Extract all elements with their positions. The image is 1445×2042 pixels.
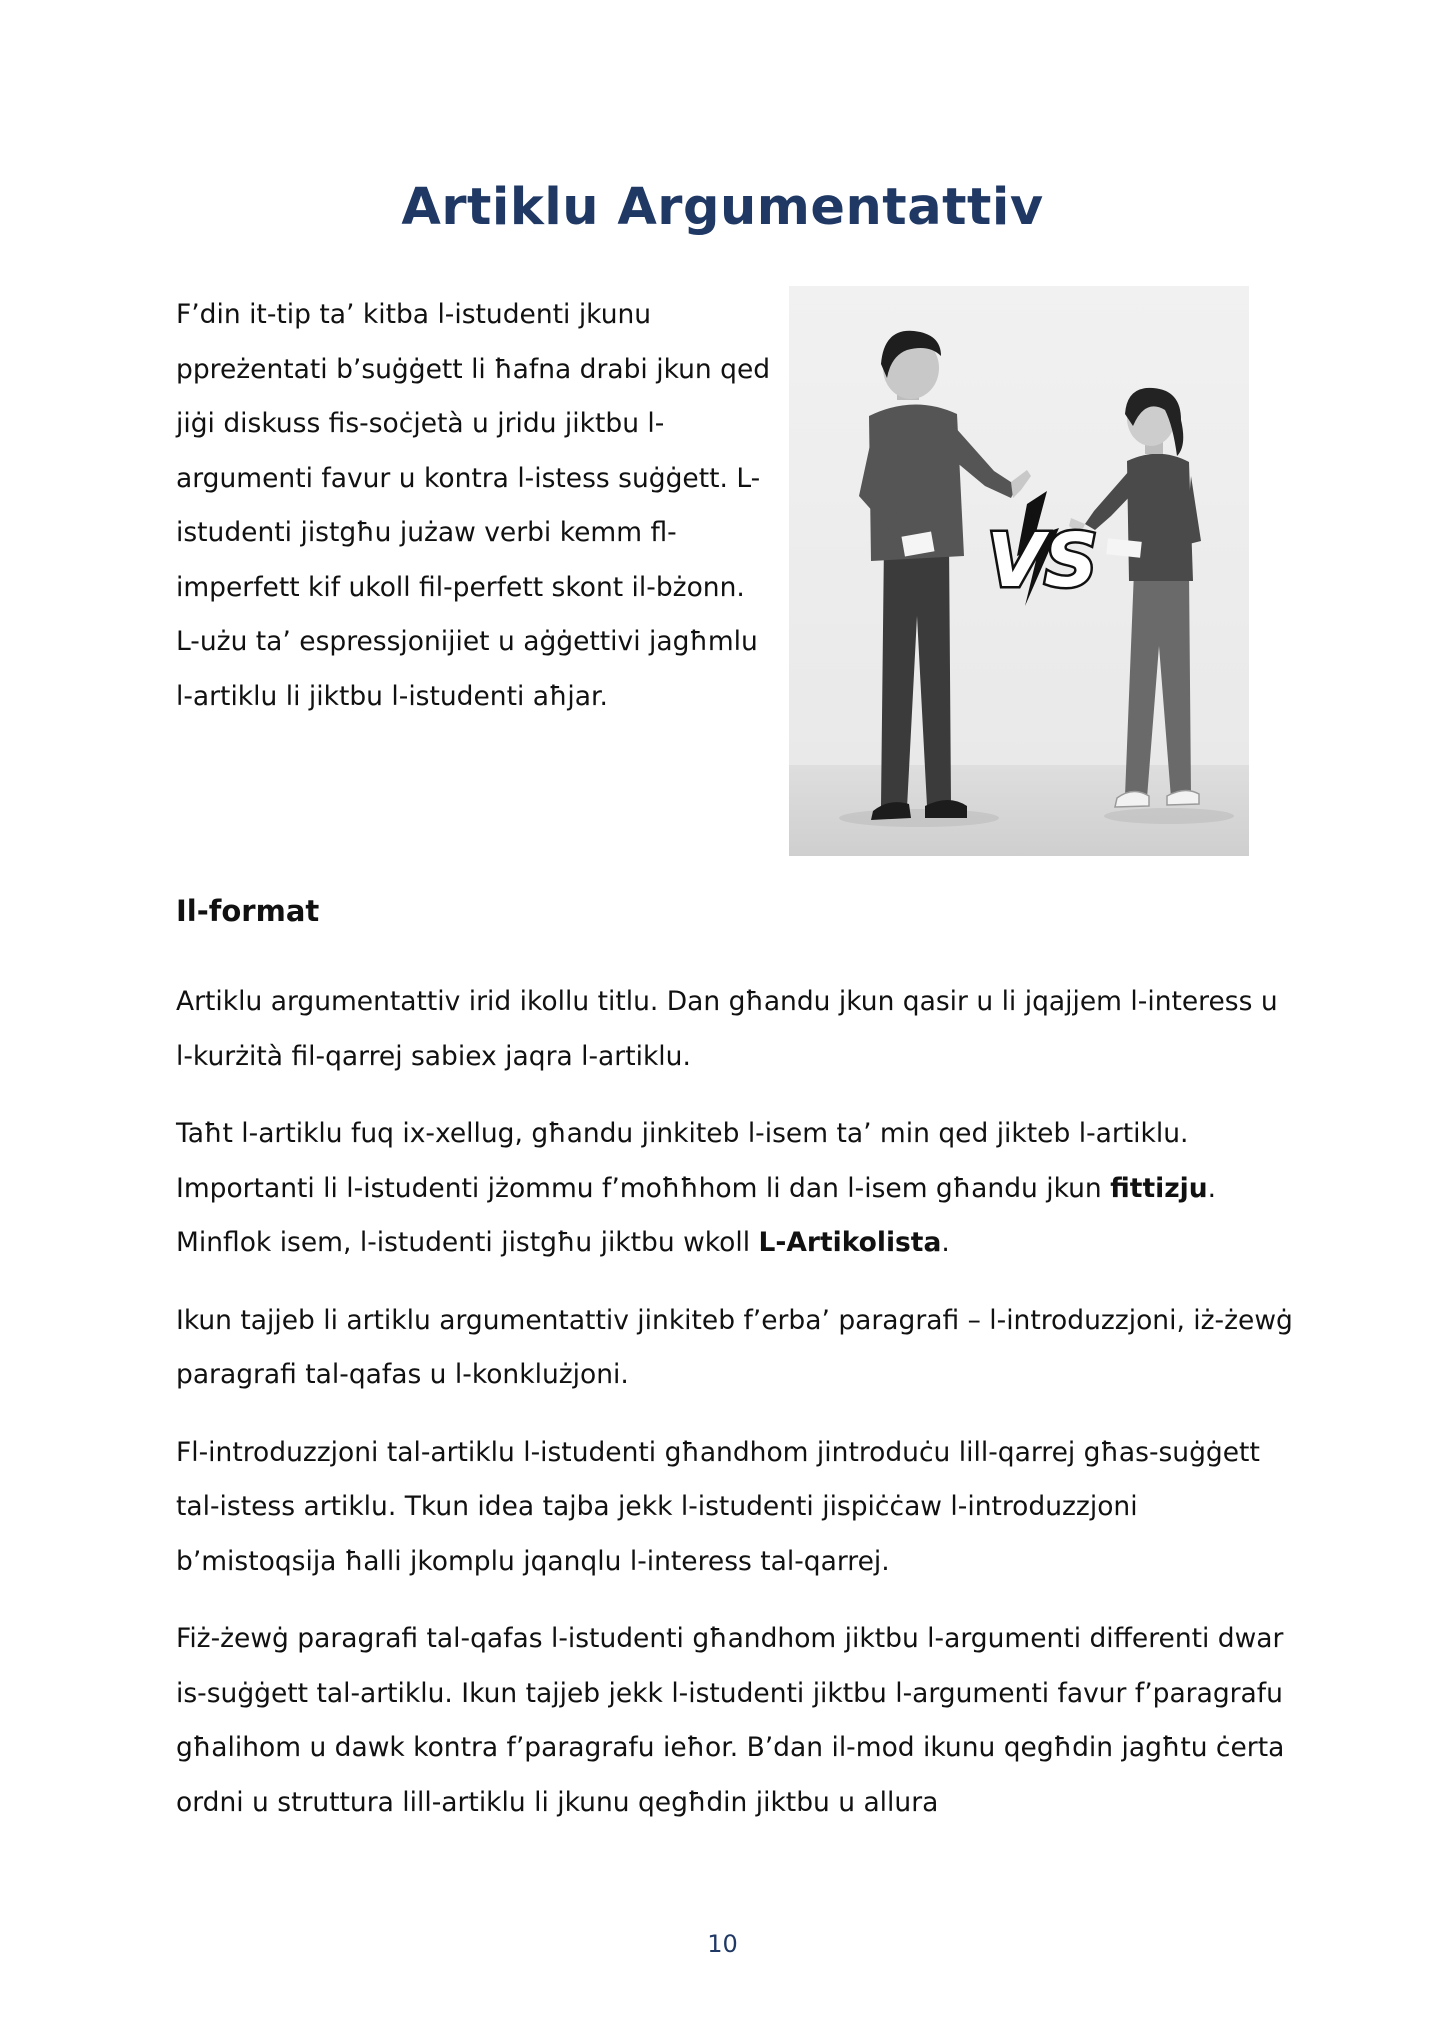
paragraph-author-name — [176, 1107, 1296, 1271]
paragraph-body-arguments: Fiż-żewġ paragrafi tal-qafas l-istudenti għandhom jiktbu l-argumenti differenti dwar is-suġġett tal-artiklu. Ikun tajjeb jekk l-istudenti jiktbu l-argumenti favur f’paragrafu għalihom u dawk kontra f’paragrafu ieħor. B’dan il-mod ikunu qegħdin jagħtu ċerta ordni u struttura lill-artiklu li jkunu qegħdin jiktbu u allura — [176, 1623, 1285, 1818]
paragraph-author-name-part3: . — [941, 1227, 950, 1258]
section-heading-format: Il-format — [176, 894, 320, 928]
vs-badge-text: VS — [987, 518, 1098, 604]
intro-paragraph: F’din it-tip ta’ kitba l-istudenti jkunu ppreżentati b’suġġett li ħafna drabi jkun qed jiġi diskuss fis-soċjetà u jridu jiktbu l-argumenti favur u kontra l-istess suġġett. L-istudenti jistgħu jużaw verbi kemm fl-imperfett kif ukoll fil-perfett skont il-bżonn. L-użu ta’ espressjonijiet u aġġettivi jagħmlu l-artiklu li jiktbu l-istudenti aħjar. — [176, 299, 771, 712]
page-number: 10 — [707, 1930, 738, 1958]
bold-artikolista: L-Artikolista — [758, 1227, 942, 1258]
paragraph-author-name-part2: . Minflok isem, l-istudenti jistgħu jiktbu wkoll — [176, 1172, 1217, 1258]
paragraph-introduction: Fl-introduzzjoni tal-artiklu l-istudenti għandhom jintroduċu lill-qarrej għas-suġġett tal-istess artiklu. Tkun idea tajba jekk l-istudenti jispiċċaw l-introduzzjoni b’mistoqsija ħalli jkomplu jqanqlu l-interess tal-qarrej. — [176, 1436, 1260, 1577]
bold-fittizju: fittizju — [1110, 1172, 1208, 1204]
students-debate-photo — [789, 286, 1249, 856]
page-title: Artiklu Argumentattiv — [401, 178, 1044, 237]
paragraph-title-rule: Artiklu argumentattiv irid ikollu titlu. Dan għandu jkun qasir u li jqajjem l-interess u l-kurżità fil-qarrej sabiex jaqra l-artiklu. — [176, 986, 1278, 1072]
paragraph-structure: Ikun tajjeb li artiklu argumentattiv jinkiteb f’erba’ paragrafi – l-introduzzjoni, iż-żewġ paragrafi tal-qafas u l-konklużjoni. — [176, 1304, 1293, 1390]
body-text — [176, 975, 1296, 1853]
paragraph-author-name-part1: Taħt l-artiklu fuq ix-xellug, għandu jinkiteb l-isem ta’ min qed jikteb l-artiklu. Importanti li l-istudenti jżommu f’moħħhom li dan l-isem għandu jkun — [176, 1118, 1189, 1204]
